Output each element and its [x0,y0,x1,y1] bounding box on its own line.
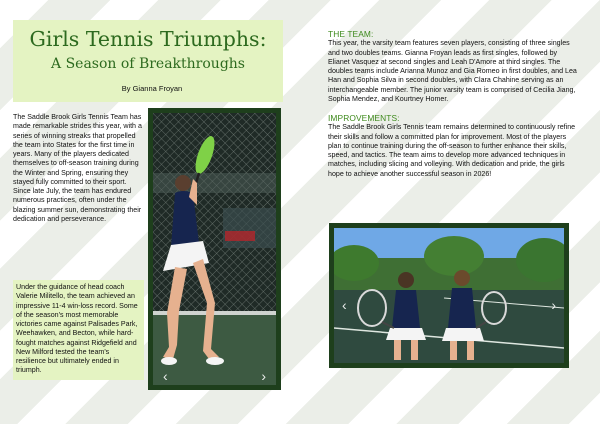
photo1-next-arrow[interactable]: › [261,368,266,384]
photo1-prev-arrow[interactable]: ‹ [163,368,168,384]
title-block [13,20,283,102]
intro-paragraph: The Saddle Brook Girls Tennis Team has made remarkable strides this year, with a series of winning streaks that propelled the team into States for the first time in years. Many of the players dedicated themselves to off-season training during the Winter and Spring, ensuring they stayed fully committed to their sport. Since late July, the team has endured numerous practices, often under the blazing summer sun, demonstrating their dedication and perseverance. [13,113,142,223]
page-title: Girls Tennis Triumphs: [29,27,267,51]
two-players-photo [329,223,569,368]
right-column [328,30,578,179]
improvements-heading: IMPROVEMENTS: [328,113,400,123]
coach-paragraph: Under the guidance of head coach Valerie Militello, the team achieved an impressive 11-4 win-loss record. Some of the season's most memorable victories came against Palisades Park, Weehawken, and Becton, while hard-fought matches against Ridgefield and New Milford tested the team's resilience but ultimately ended in triumph. [13,280,144,380]
player-swing-photo [148,108,281,390]
improvements-paragraph: The Saddle Brook Girls Tennis team remains determined to continuously refine their skills and follow a committed plan for improvement. Most of the players plan to continue training during the off-season to further enhance their skills, speed, and tactics. The team aims to develop more advanced techniques in matches, including slicing and volleying. With dedication and pride, the girls hope to achieve another successful season in 2026! [328,123,576,178]
page-subtitle: A Season of Breakthroughs [51,55,245,72]
team-heading: THE TEAM: [328,29,374,39]
photo2-next-arrow[interactable]: › [551,297,556,313]
photo2-prev-arrow[interactable]: ‹ [342,297,347,313]
byline: By Gianna Froyan [121,83,183,93]
team-paragraph: This year, the varsity team features seven players, consisting of three singles and two doubles teams. Gianna Froyan leads as first singles, followed by Elianet Vasquez at second singles and Leah D'Amore at third singles. The doubles teams include Arianna Munoz and Gia Romeo in first doubles, and Lea Han and Sophia Silva in second doubles, with Clara Chahine serving as an interchangeable member. The junior varsity team is comprised of Cecilia Jiang, Sophia Mendez, and Kourtney Homer. [328,39,577,103]
